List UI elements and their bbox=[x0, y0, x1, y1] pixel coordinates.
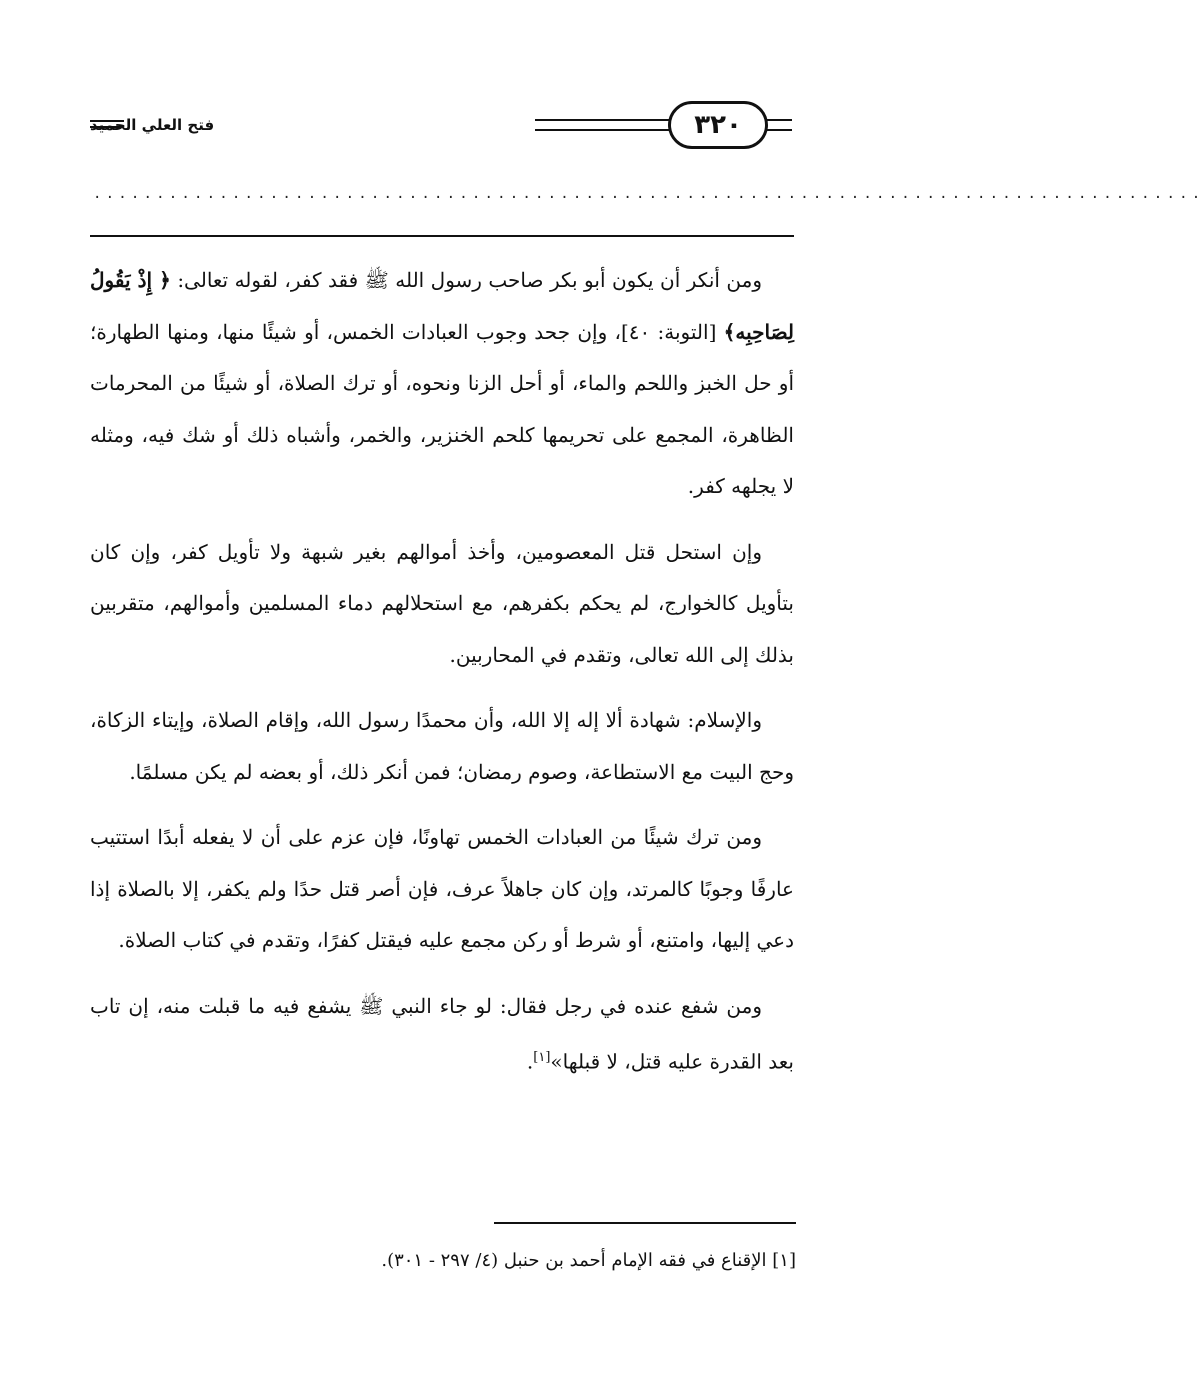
paragraph-4: ومن ترك شيئًا من العبادات الخمس تهاونًا، فإن عزم على أن لا يفعله أبدًا استتيب عارفًا وجوبًا كالمرتد، وإن كان جاهلاً عرف، فإن أصر قتل حدًا ولم يكفر، إلا بالصلاة إذا دعي إليها، وامتنع، أو شرط أو ركن مجمع عليه فيقتل كفرًا، وتقدم في كتاب الصلاة. bbox=[90, 825, 794, 952]
paragraph-1-part-2: [التوبة: ٤٠]، وإن جحد وجوب العبادات الخمس، أو شيئًا منها، ومنها الطهارة؛ أو حل الخبز واللحم والماء، أو أحل الزنا ونحوه، أو ترك الصلاة، أو شيئًا من المحرمات الظاهرة، المجمع على تحريمها كلحم الخنزير، والخمر، وأشباه ذلك أو شك فيه، ومثله لا يجلهه كفر. bbox=[90, 319, 794, 498]
paragraph-5 bbox=[90, 981, 794, 1089]
dotted-separator: ........................................................................................ bbox=[93, 186, 1204, 202]
paragraph-5-text: ومن شفع عنده في رجل فقال: لو جاء النبي ﷺ يشفع فيه ما قبلت منه، إن تاب بعد القدرة عليه قتل، لا قبلها» bbox=[90, 993, 794, 1074]
paragraph-5-end: . bbox=[526, 1049, 534, 1074]
paragraph-3: والإسلام: شهادة ألا إله إلا الله، وأن محمدًا رسول الله، وإقام الصلاة، وإيتاء الزكاة، وحج البيت مع الاستطاعة، وصوم رمضان؛ فمن أنكر ذلك، أو بعضه لم يكن مسلمًا. bbox=[90, 708, 794, 784]
paragraph-1 bbox=[90, 255, 794, 513]
footnote-ref[interactable]: [١] bbox=[533, 1050, 551, 1065]
paragraph-1-part-1: ومن أنكر أن يكون أبو بكر صاحب رسول الله ﷺ فقد كفر، لقوله تعالى: bbox=[170, 268, 763, 292]
paragraph-2: وإن استحل قتل المعصومين، وأخذ أموالهم بغير شبهة ولا تأويل كفر، وإن كان بتأويل كالخوارج، لم يحكم بكفرهم، مع استحلالهم دماء المسلمين وأموالهم، متقربين بذلك إلى الله تعالى، وتقدم في المحاربين. bbox=[90, 539, 794, 667]
top-rule bbox=[90, 235, 794, 237]
footnote-rule bbox=[494, 1222, 796, 1224]
header-rule-left bbox=[90, 120, 124, 128]
quran-verse: ﴿ إِذْ يَقُولُ لِصَاحِبِه﴾ bbox=[90, 268, 795, 344]
body-text bbox=[90, 255, 794, 1088]
footnote-1: [١] الإقناع في فقه الإمام أحمد بن حنبل (٤/ ٢٩٧ - ٣٠١). bbox=[381, 1250, 796, 1271]
page-number: ٣٢٠ bbox=[668, 101, 768, 149]
header-rule-center bbox=[535, 119, 675, 131]
running-title: فتح العلي الحميد bbox=[90, 116, 215, 134]
